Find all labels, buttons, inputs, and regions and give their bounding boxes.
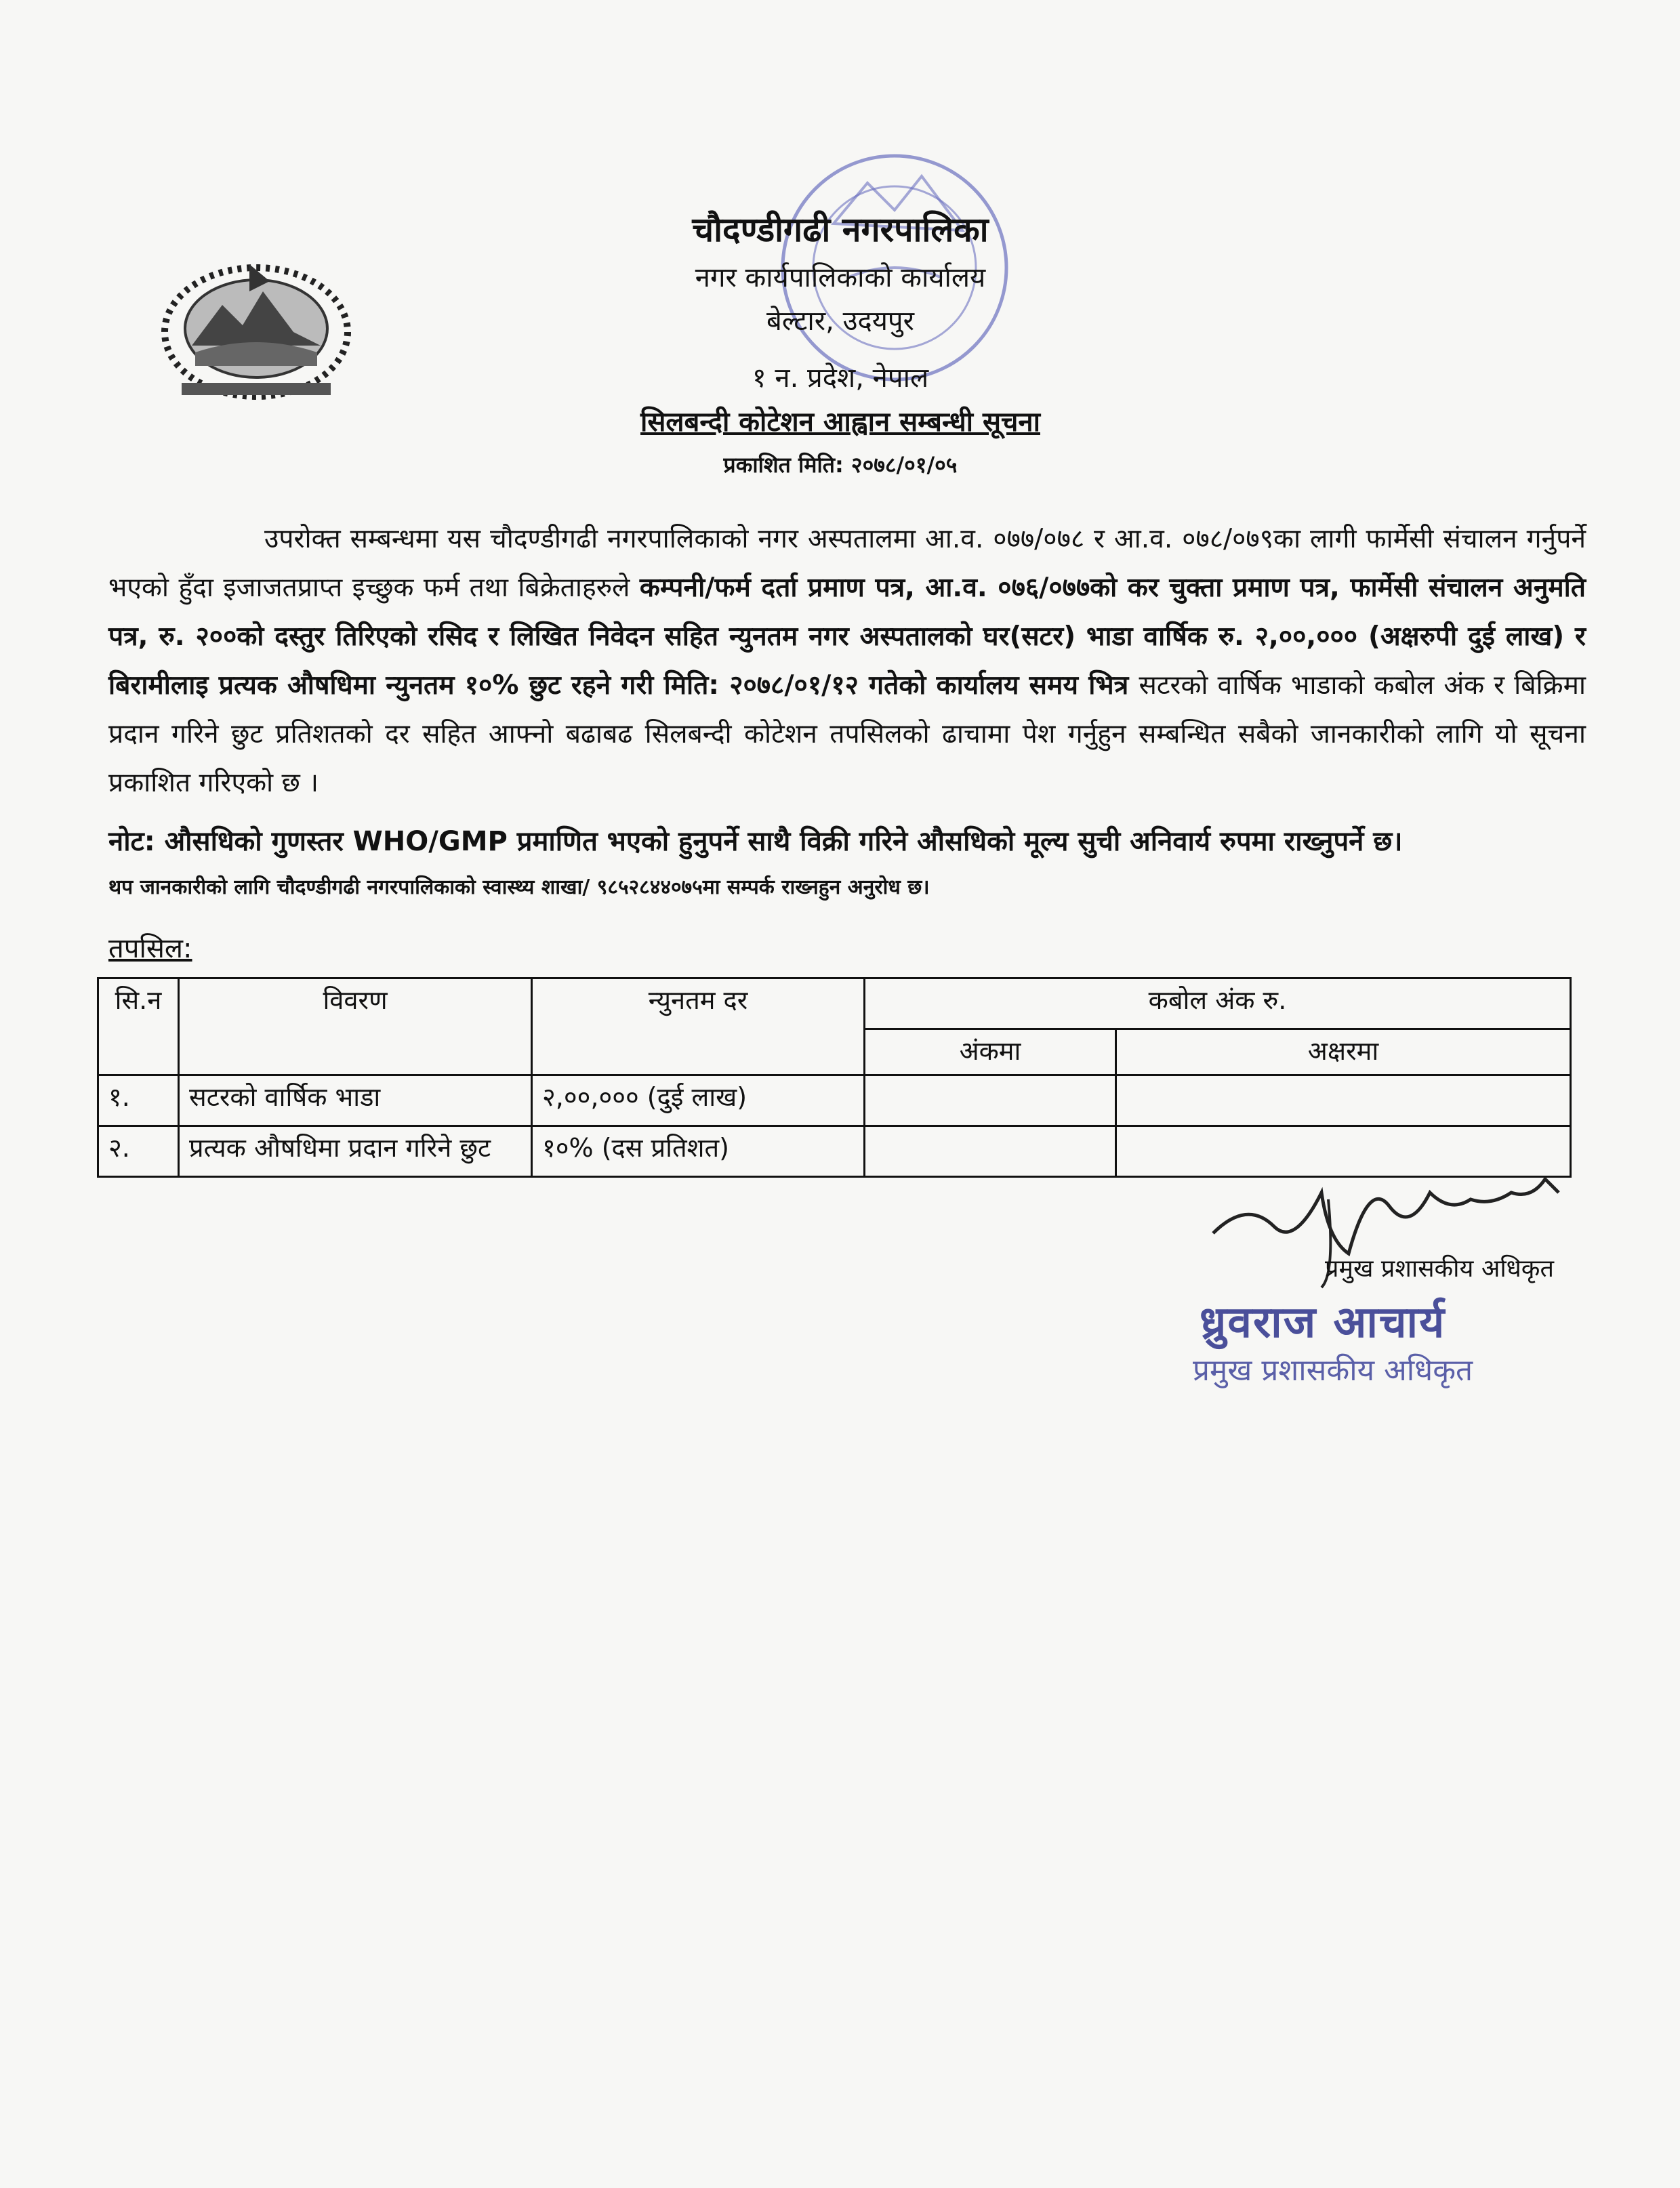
body-text-tail: सटरको वार्षिक भाडाको कबोल अंक र बिक्रिमा प्रदान गरिने छुट प्रतिशतको दर सहित आफ्नो बढाबढ सिलबन्दी कोटेशन तपसिलको ढाचामा पेश गर्नुहुन सम्बन्धित सबैको जानकारीको लागि यो सूचना प्रकाशित गरिएको छ । (108, 670, 1586, 798)
row-in-figures (865, 1126, 1116, 1177)
table-row (98, 1075, 1571, 1126)
row-description: सटरको वार्षिक भाडा (179, 1075, 532, 1126)
row-sn: १. (98, 1075, 179, 1126)
row-in-figures (865, 1075, 1116, 1126)
letterhead (474, 203, 1206, 485)
org-name: चौदण्डीगढी नगरपालिका (692, 210, 989, 249)
table-header-row (98, 978, 1571, 1029)
quotation-table (97, 977, 1572, 1178)
header-sn: सि.न (98, 978, 179, 1075)
published-date: प्रकाशित मिति: २०७८/०१/०५ (723, 452, 958, 478)
row-in-words (1116, 1075, 1571, 1126)
contact-line: थप जानकारीको लागि चौदण्डीगढी नगरपालिकाको स्वास्थ्य शाखा/ ९८५२८४४०७५मा सम्पर्क राख्नहुन अनुरोध छ। (108, 875, 930, 899)
header-description: विवरण (179, 978, 532, 1075)
signatory-title: प्रमुख प्रशासकीय अधिकृत (1325, 1255, 1554, 1283)
header-in-words: अक्षरमा (1116, 1029, 1571, 1075)
schedule-label: तपसिल: (108, 933, 192, 964)
notice-title: सिलबन्दी कोटेशन आह्वान सम्बन्धी सूचना (640, 407, 1040, 438)
nepal-emblem-icon (155, 251, 358, 407)
body-text: उपरोक्त सम्बन्धमा यस चौदण्डीगढी नगरपालिकाको नगर अस्पतालमा आ.व. ०७७/०७८ र आ.व. ०७८/०७९का लागी फार्मेसी संचालन गर्नुपर्ने भएको हुँदा इजाजतप्राप्त इच्छुक फर्म तथा बिक्रेताहरुले (108, 524, 1586, 603)
office-address: बेल्टार, उदयपुर (766, 306, 915, 337)
notice-body (108, 515, 1586, 808)
row-sn: २. (98, 1126, 179, 1177)
row-min-rate: २,००,००० (दुई लाख) (532, 1075, 865, 1126)
row-min-rate: १०% (दस प्रतिशत) (532, 1126, 865, 1177)
header-bid-amount: कबोल अंक रु. (865, 978, 1571, 1029)
row-description: प्रत्यक औषधिमा प्रदान गरिने छुट (179, 1126, 532, 1177)
body-requirements: कम्पनी/फर्म दर्ता प्रमाण पत्र, आ.व. ०७६/०७७को कर चुक्ता प्रमाण पत्र, फार्मेसी संचालन अनुमति पत्र, रु. २००को दस्तुर तिरिएको रसिद र लिखित निवेदन सहित न्युनतम नगर अस्पतालको घर(सटर) भाडा वार्षिक रु. २,००,००० (अक्षरुपी दुई लाख) र बिरामीलाइ प्रत्यक औषधिमा न्युनतम १०% छुट रहने गरी मिति: २०७८/०१/१२ गतेको कार्यालय समय भित्र (108, 573, 1586, 701)
office-name: नगर कार्यपालिकाको कार्यालय (695, 262, 986, 293)
signatory-stamp-name: ध्रुवराज आचार्य (1200, 1298, 1446, 1348)
signatory-stamp-designation: प्रमुख प्रशासकीय अधिकृत (1193, 1353, 1473, 1388)
quality-note: नोट: औसधिको गुणस्तर WHO/GMP प्रमाणित भएको हुनुपर्ने साथै विक्री गरिने औसधिको मूल्य सुची अनिवार्य रुपमा राख्नुपर्ने छ। (108, 826, 1403, 857)
header-in-figures: अंकमा (865, 1029, 1116, 1075)
header-min-rate: न्युनतम दर (532, 978, 865, 1075)
province-line: १ न. प्रदेश, नेपाल (752, 363, 929, 394)
